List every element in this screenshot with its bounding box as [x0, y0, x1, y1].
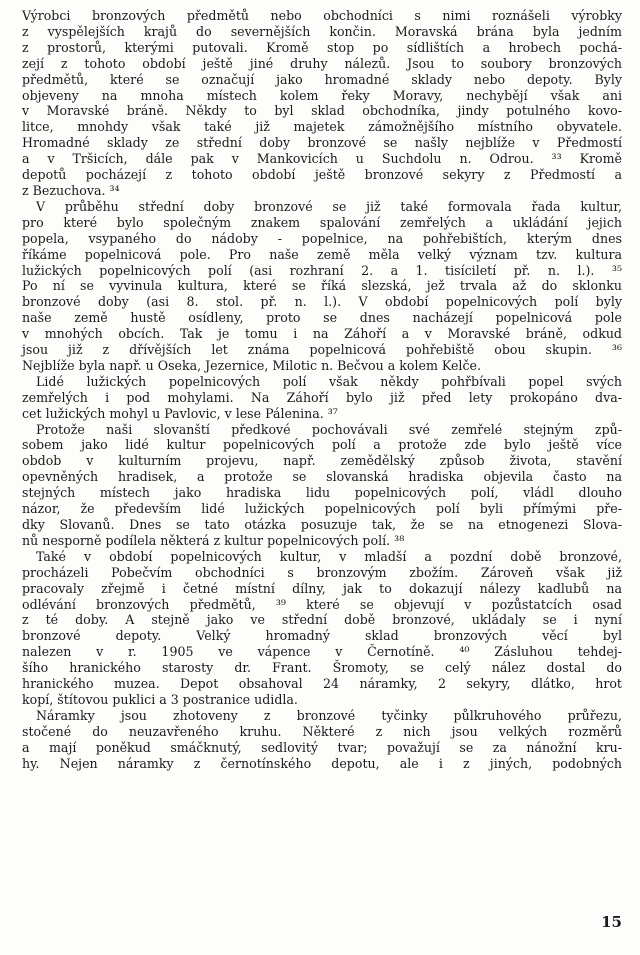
text-line: kopí, štítovou puklici a 3 postranice udidla.	[22, 691, 298, 707]
paragraph	[22, 549, 622, 708]
text-line: Protože naši slovanští předkové pochovávali své zemřelé stejným způ-	[36, 421, 622, 437]
text-line: popela, vsypaného do nádoby - popelnice, na pohřebištích, kterým dnes	[22, 230, 622, 246]
paragraph	[22, 8, 622, 199]
paragraph	[22, 422, 622, 549]
text-line: Náramky jsou zhotoveny z bronzové tyčinky půlkruhového průřezu,	[36, 707, 622, 723]
text-line: z prostorů, kterými putovali. Kromě stop po sídlištích a hrobech pochá-	[22, 39, 622, 55]
text-line: Výrobci bronzových předmětů nebo obchodníci s nimi roznášeli výrobky	[22, 8, 622, 23]
text-line: depotů pocházejí z tohoto období ještě bronzové sekyry z Předmostí a	[22, 167, 622, 183]
text-line: zemřelých i pod mohylami. Na Záhoří bylo již před lety prokopáno dva-	[22, 389, 622, 405]
text-line: v mnohých obcích. Tak je tomu i na Záhoří a v Moravské bráně, odkud	[22, 326, 622, 342]
text-line: šího hranického starosty dr. Frant. Šromoty, se celý nález dostal do	[22, 660, 622, 676]
text-line: V průběhu střední doby bronzové se již také formovala řada kultur,	[36, 198, 622, 214]
text-line: stočené do neuzavřeného kruhu. Některé z nich jsou velkých rozměrů	[22, 723, 622, 739]
text-line: v Moravské bráně. Někdy to byl sklad obchodníka, jindy potulného kovo-	[22, 103, 622, 119]
paragraph	[22, 374, 622, 422]
text-line: a v Tršicích, dále pak v Mankovicích u Suchdolu n. Odrou. ³³ Kromě	[22, 151, 622, 167]
text-line: zejí z tohoto období ještě jiné druhy nálezů. Jsou to soubory bronzových	[22, 55, 622, 71]
text-line: Nejblíže byla např. u Oseka, Jezernice, Milotic n. Bečvou a kolem Kelče.	[22, 357, 481, 373]
text-line: cet lužických mohyl u Pavlovic, v lese Pálenina. ³⁷	[22, 405, 338, 421]
text-line: litce, mnohdy však také již majetek zámožnějšího místního obyvatele.	[22, 119, 622, 135]
text-line: pracovaly zřejmě i četné místní dílny, jak to dokazují nálezy kadlubů na	[22, 580, 622, 596]
text-line: nů nesporně podílela některá z kultur popelnicových polí. ³⁸	[22, 532, 405, 548]
text-line: sobem jako lidé kultur popelnicových polí a protože zde bylo ještě více	[22, 437, 622, 453]
paragraph	[22, 199, 622, 374]
text-line: objeveny na mnoha místech kolem řeky Moravy, nechybějí však ani	[22, 87, 622, 103]
text-line: říkáme popelnicová pole. Pro naše země měla velký význam tzv. kultura	[22, 246, 622, 262]
text-line: bronzové depoty. Velký hromadný sklad bronzových věcí byl	[22, 628, 622, 644]
text-line: hy. Nejen náramky z černotínského depotu, ale i z jiných, podobných	[22, 755, 622, 771]
text-line: nalezen v r. 1905 ve vápence v Černotíně. ⁴⁰ Zásluhou tehdej-	[22, 644, 622, 660]
body-text	[22, 8, 622, 772]
text-line: dky Slovanů. Dnes se tato otázka posuzuje tak, že se na etnogenezi Slova-	[22, 517, 622, 532]
text-line: opevněných hradisek, a protože se slovanská hradiska objevila často na	[22, 469, 622, 485]
page-number: 15	[601, 913, 622, 931]
text-line: Lidé lužických popelnicových polí však někdy pohřbívali popel svých	[36, 373, 622, 389]
text-line: z té doby. A stejně jako ve střední době bronzové, ukládaly se i nyní	[22, 612, 622, 628]
text-line: názor, že především lidé lužických popelnicových polí byli přímými pře-	[22, 501, 622, 517]
text-line: hranického muzea. Depot obsahoval 24 náramky, 2 sekyry, dlátko, hrot	[22, 676, 622, 692]
text-line: odlévání bronzových předmětů, ³⁹ které se objevují v pozůstatcích osad	[22, 596, 622, 612]
text-line: Také v období popelnicových kultur, v mladší a pozdní době bronzové,	[36, 548, 622, 564]
paragraph	[22, 708, 622, 772]
text-line: Po ní se vyvinula kultura, které se říká slezská, jež trvala až do sklonku	[22, 278, 622, 294]
text-line: Hromadné sklady ze střední doby bronzové se našly nejblíže v Předmostí	[22, 135, 622, 151]
text-line: stejných místech jako hradiska lidu popelnicových polí, vládl dlouho	[22, 485, 622, 501]
text-line: pro které bylo společným znakem spalování zemřelých a ukládání jejich	[22, 214, 622, 230]
text-line: jsou již z dřívějších let známa popelnicová pohřebiště obou skupin. ³⁶	[22, 342, 622, 358]
text-line: předmětů, které se označují jako hromadné sklady nebo depoty. Byly	[22, 71, 622, 87]
text-line: lužických popelnicových polí (asi rozhraní 2. a 1. tisíciletí př. n. l.). ³⁵	[22, 262, 622, 278]
text-line: obdob v kulturním projevu, např. zemědělský způsob života, stavění	[22, 453, 622, 469]
text-line: z vyspělejších krajů do severnějších končin. Moravská brána byla jedním	[22, 23, 622, 39]
text-line: naše země hustě osídleny, proto se dnes nacházejí popelnicová pole	[22, 310, 622, 326]
text-line: bronzové doby (asi 8. stol. př. n. l.). V období popelnicových polí byly	[22, 294, 622, 310]
text-line: procházeli Pobečvím obchodníci s bronzovým zbožím. Zároveň však již	[22, 564, 622, 580]
text-line: a mají poněkud smáčknutý, sedlovitý tvar; považují se za nánožní kru-	[22, 739, 622, 755]
text-line: z Bezuchova. ³⁴	[22, 182, 120, 198]
